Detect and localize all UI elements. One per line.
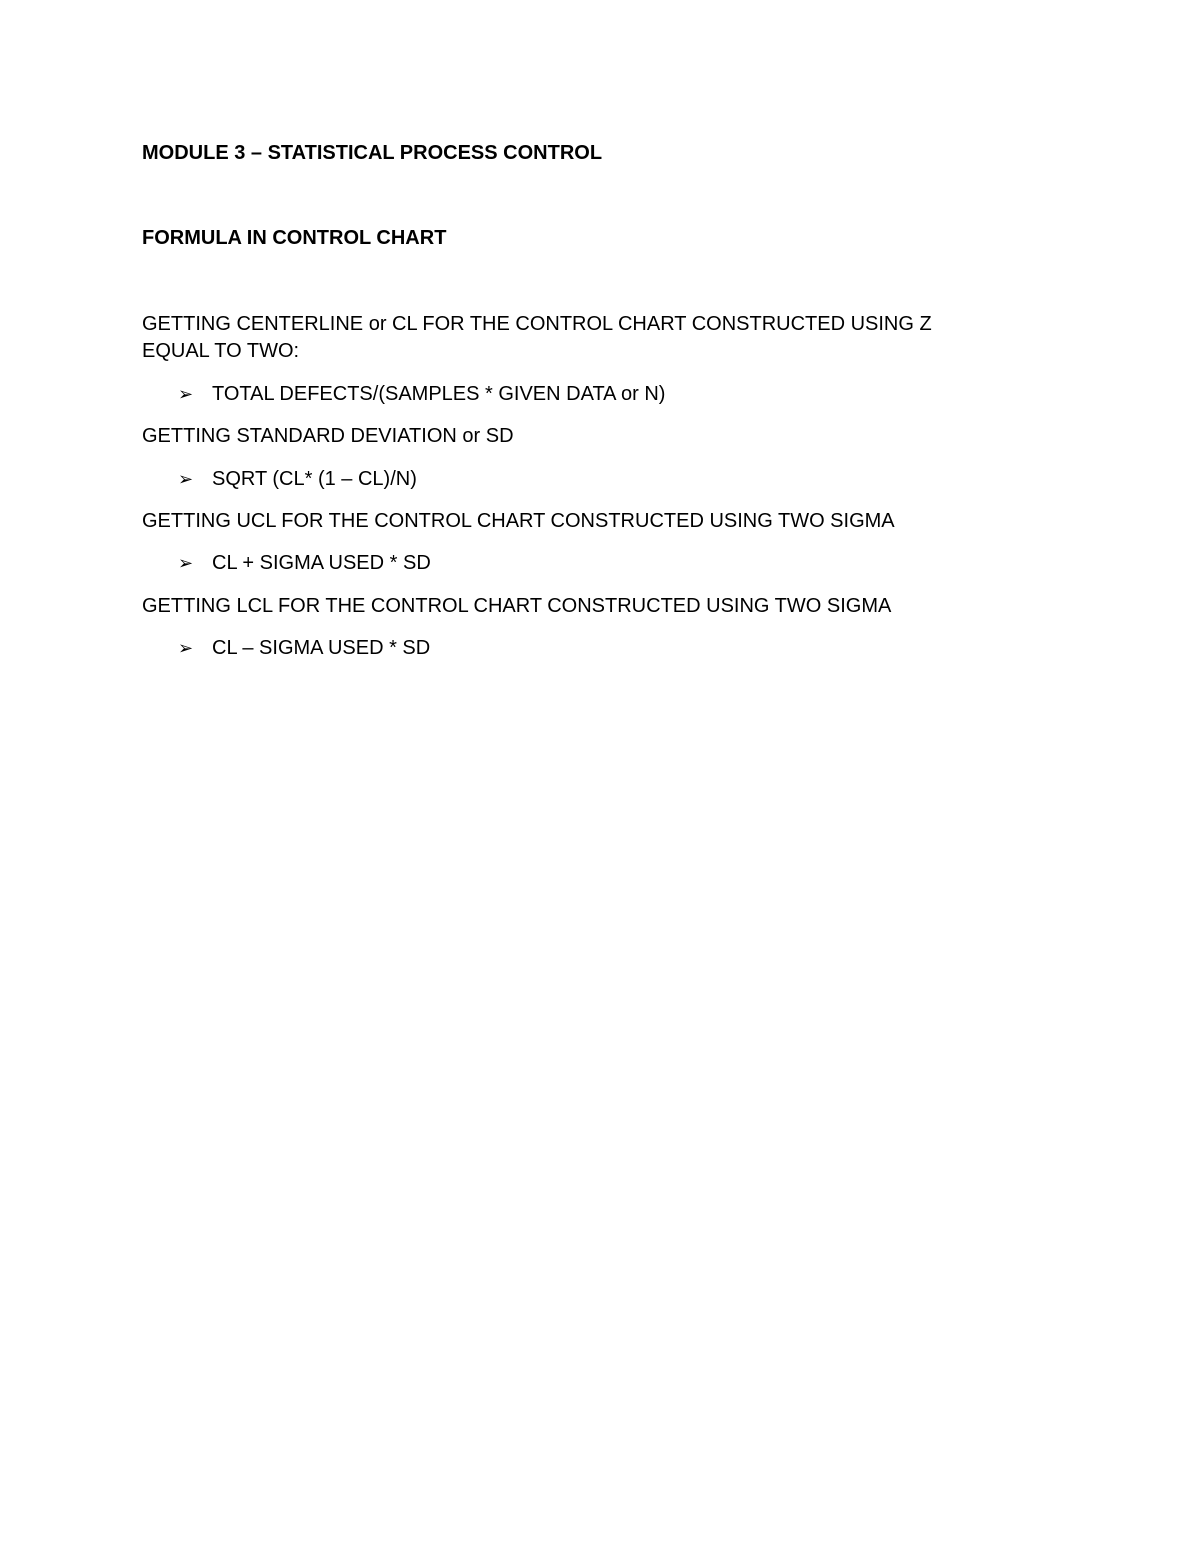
module-title: MODULE 3 – STATISTICAL PROCESS CONTROL: [142, 142, 603, 164]
sd-formula-item: [178, 466, 417, 493]
lcl-formula-item: [178, 635, 430, 662]
ucl-formula: CL + SIGMA USED * SD: [212, 552, 431, 574]
centerline-heading-line2: EQUAL TO TWO:: [142, 340, 300, 362]
sd-heading: GETTING STANDARD DEVIATION or SD: [142, 425, 514, 447]
centerline-formula: TOTAL DEFECTS/(SAMPLES * GIVEN DATA or N): [212, 383, 666, 405]
arrowhead-bullet-icon: ➢: [178, 553, 194, 573]
lcl-formula: CL – SIGMA USED * SD: [212, 637, 431, 659]
arrowhead-bullet-icon: ➢: [178, 384, 194, 404]
lcl-heading: GETTING LCL FOR THE CONTROL CHART CONSTRUCTED USING TWO SIGMA: [142, 595, 892, 617]
ucl-heading: GETTING UCL FOR THE CONTROL CHART CONSTRUCTED USING TWO SIGMA: [142, 510, 895, 532]
centerline-heading-line1: GETTING CENTERLINE or CL FOR THE CONTROL CHART CONSTRUCTED USING Z: [142, 313, 932, 335]
centerline-formula-item: [178, 381, 665, 408]
sd-formula: SQRT (CL* (1 – CL)/N): [212, 468, 417, 490]
arrowhead-bullet-icon: ➢: [178, 638, 194, 658]
ucl-formula-item: [178, 550, 431, 577]
section-title: FORMULA IN CONTROL CHART: [142, 227, 447, 249]
arrowhead-bullet-icon: ➢: [178, 469, 194, 489]
